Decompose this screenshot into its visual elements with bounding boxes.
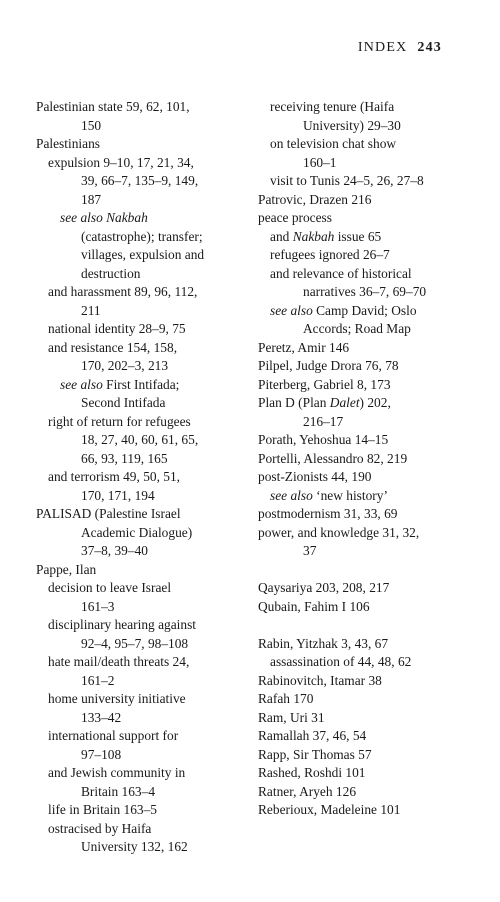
index-text: University 132, 162 xyxy=(81,839,188,854)
index-text: 37–8, 39–40 xyxy=(81,543,148,558)
running-header xyxy=(358,40,442,56)
index-line xyxy=(36,598,246,617)
index-text: on television chat show xyxy=(270,136,397,151)
index-line xyxy=(36,302,246,321)
index-line xyxy=(258,320,468,339)
index-text: Ratner, Aryeh 126 xyxy=(258,783,357,799)
index-line xyxy=(258,283,468,302)
index-text: Rabin, Yitzhak 3, 43, 67 xyxy=(258,635,389,651)
index-line xyxy=(36,542,246,561)
index-text: home university initiative xyxy=(48,691,186,706)
index-text: peace process xyxy=(258,210,332,225)
section-gap xyxy=(258,561,468,580)
index-text-italic: see also xyxy=(60,376,103,392)
index-line xyxy=(36,209,246,228)
index-line xyxy=(258,413,468,432)
index-line xyxy=(36,117,246,136)
index-text: (catastrophe); transfer; xyxy=(81,228,203,244)
index-line xyxy=(36,246,246,265)
index-column-left xyxy=(36,98,246,857)
index-line xyxy=(258,228,468,247)
index-text: national identity 28–9, 75 xyxy=(48,321,186,336)
index-text: PALISAD (Palestine Israel xyxy=(36,506,181,521)
index-line xyxy=(258,709,468,728)
index-text: decision to leave Israel xyxy=(48,580,172,595)
index-line xyxy=(258,357,468,376)
index-line xyxy=(36,487,246,506)
index-line xyxy=(258,209,468,228)
index-text: Pilpel, Judge Drora 76, 78 xyxy=(258,358,399,373)
index-line xyxy=(258,154,468,173)
index-line xyxy=(258,524,468,543)
index-line xyxy=(36,616,246,635)
index-text: power, and knowledge 31, 32, xyxy=(258,524,420,540)
index-text: refugees ignored 26–7 xyxy=(270,247,390,262)
section-gap xyxy=(258,616,468,635)
index-text: narratives 36–7, 69–70 xyxy=(303,284,427,299)
index-line xyxy=(36,801,246,820)
index-text: Patrovic, Drazen 216 xyxy=(258,191,372,207)
index-line xyxy=(258,135,468,154)
index-line xyxy=(258,172,468,191)
index-text: Britain 163–4 xyxy=(81,783,156,799)
index-text: Rashed, Roshdi 101 xyxy=(258,765,366,780)
index-line xyxy=(36,690,246,709)
index-line xyxy=(36,376,246,395)
index-text: 170, 202–3, 213 xyxy=(81,358,169,373)
index-text: Palestinian state 59, 62, 101, xyxy=(36,99,190,114)
index-line xyxy=(258,339,468,358)
index-text: 161–2 xyxy=(81,672,115,688)
index-text: Qubain, Fahim I 106 xyxy=(258,598,370,614)
index-line xyxy=(258,598,468,617)
index-line xyxy=(36,709,246,728)
page-number: 243 xyxy=(417,40,442,55)
index-text: 160–1 xyxy=(303,154,337,170)
index-text: Piterberg, Gabriel 8, 173 xyxy=(258,376,391,392)
index-text: villages, expulsion and xyxy=(81,247,205,262)
index-line xyxy=(36,579,246,598)
index-text: destruction xyxy=(81,265,141,281)
index-text: Peretz, Amir 146 xyxy=(258,339,350,355)
index-line xyxy=(36,653,246,672)
index-line xyxy=(258,450,468,469)
index-line xyxy=(258,801,468,820)
index-line xyxy=(36,635,246,654)
index-text: and harassment 89, 96, 112, xyxy=(48,284,198,299)
index-line xyxy=(36,838,246,857)
index-line xyxy=(36,450,246,469)
index-line xyxy=(36,394,246,413)
index-line xyxy=(258,542,468,561)
index-text: and resistance 154, 158, xyxy=(48,339,178,355)
index-text: post-Zionists 44, 190 xyxy=(258,469,372,484)
index-text: 170, 171, 194 xyxy=(81,487,155,503)
index-line xyxy=(258,265,468,284)
index-line xyxy=(258,746,468,765)
index-line xyxy=(258,191,468,210)
index-line xyxy=(36,98,246,117)
index-text-italic: Nakbah xyxy=(292,228,335,244)
index-text: expulsion 9–10, 17, 21, 34, xyxy=(48,154,194,170)
index-column-right xyxy=(258,98,468,820)
index-line xyxy=(258,302,468,321)
index-line xyxy=(258,431,468,450)
index-text: 161–3 xyxy=(81,598,115,614)
index-text: 92–4, 95–7, 98–108 xyxy=(81,635,189,651)
index-text: University) 29–30 xyxy=(303,117,401,133)
index-line xyxy=(36,191,246,210)
index-text: 18, 27, 40, 60, 61, 65, xyxy=(81,432,199,447)
index-text: ostracised by Haifa xyxy=(48,820,152,836)
index-text: Porath, Yehoshua 14–15 xyxy=(258,432,389,447)
index-text: and terrorism 49, 50, 51, xyxy=(48,469,181,484)
index-text: Second Intifada xyxy=(81,395,166,410)
index-line xyxy=(36,524,246,543)
index-text: Qaysariya 203, 208, 217 xyxy=(258,580,390,595)
index-line xyxy=(36,431,246,450)
index-text: Ramallah 37, 46, 54 xyxy=(258,728,367,743)
index-line xyxy=(258,468,468,487)
index-line xyxy=(258,487,468,506)
index-line xyxy=(258,505,468,524)
index-text: Rabinovitch, Itamar 38 xyxy=(258,672,382,688)
index-line xyxy=(36,154,246,173)
index-text: 216–17 xyxy=(303,413,344,429)
index-text: Camp David; Oslo xyxy=(312,302,417,318)
index-line xyxy=(258,394,468,413)
index-text: disciplinary hearing against xyxy=(48,617,196,632)
index-line xyxy=(36,228,246,247)
index-text: 37 xyxy=(303,543,317,558)
index-line xyxy=(36,820,246,839)
index-line xyxy=(36,172,246,191)
index-text: Palestinians xyxy=(36,136,100,151)
index-text: and Jewish community in xyxy=(48,765,186,780)
index-line xyxy=(258,246,468,265)
index-text: assassination of 44, 48, 62 xyxy=(270,654,412,669)
index-line xyxy=(36,764,246,783)
index-line xyxy=(36,672,246,691)
index-text: Ram, Uri 31 xyxy=(258,709,325,725)
index-line xyxy=(36,135,246,154)
index-text: 66, 93, 119, 165 xyxy=(81,450,168,466)
index-line xyxy=(258,635,468,654)
index-text: and xyxy=(270,228,293,244)
index-text: hate mail/death threats 24, xyxy=(48,654,190,669)
index-text: life in Britain 163–5 xyxy=(48,802,157,817)
index-text: 133–42 xyxy=(81,709,122,725)
index-line xyxy=(36,505,246,524)
index-line xyxy=(258,376,468,395)
index-text-italic: see also Nakbah xyxy=(60,210,148,225)
index-line xyxy=(258,727,468,746)
index-text: visit to Tunis 24–5, 26, 27–8 xyxy=(270,173,424,188)
index-text: 39, 66–7, 135–9, 149, xyxy=(81,173,199,188)
index-text: 97–108 xyxy=(81,746,122,762)
index-text: Academic Dialogue) xyxy=(81,524,193,540)
index-line xyxy=(36,746,246,765)
index-text: First Intifada; xyxy=(102,376,180,392)
index-text-italic: see also xyxy=(270,487,313,503)
index-line xyxy=(36,283,246,302)
index-text: 150 xyxy=(81,117,102,133)
index-line xyxy=(36,561,246,580)
index-text: Accords; Road Map xyxy=(303,321,411,336)
index-line xyxy=(36,265,246,284)
index-line xyxy=(258,653,468,672)
index-text: right of return for refugees xyxy=(48,413,191,429)
index-line xyxy=(258,690,468,709)
index-text: Rapp, Sir Thomas 57 xyxy=(258,746,372,762)
index-line xyxy=(258,579,468,598)
index-line xyxy=(36,727,246,746)
index-line xyxy=(36,357,246,376)
index-text: 187 xyxy=(81,191,102,207)
index-text: receiving tenure (Haifa xyxy=(270,99,395,114)
index-text: international support for xyxy=(48,728,179,743)
index-text: Rafah 170 xyxy=(258,691,314,706)
index-line xyxy=(258,764,468,783)
index-line xyxy=(36,413,246,432)
index-line xyxy=(36,783,246,802)
index-text: Portelli, Alessandro 82, 219 xyxy=(258,450,408,466)
index-line xyxy=(258,672,468,691)
index-line xyxy=(36,320,246,339)
index-line xyxy=(258,783,468,802)
header-title: INDEX xyxy=(357,40,408,55)
index-text-italic: Dalet xyxy=(329,395,360,410)
index-text: ) 202, xyxy=(359,395,391,410)
index-line xyxy=(258,98,468,117)
index-text: issue 65 xyxy=(334,228,382,244)
index-text: and relevance of historical xyxy=(270,265,412,281)
index-line xyxy=(36,339,246,358)
index-text: postmodernism 31, 33, 69 xyxy=(258,506,398,521)
index-text: ‘new history’ xyxy=(312,487,388,503)
index-text: Pappe, Ilan xyxy=(36,561,97,577)
index-text-italic: see also xyxy=(270,302,313,318)
index-text: Reberioux, Madeleine 101 xyxy=(258,802,401,817)
index-text: 211 xyxy=(81,302,101,318)
index-line xyxy=(258,117,468,136)
index-line xyxy=(36,468,246,487)
index-text: Plan D (Plan xyxy=(258,395,330,410)
